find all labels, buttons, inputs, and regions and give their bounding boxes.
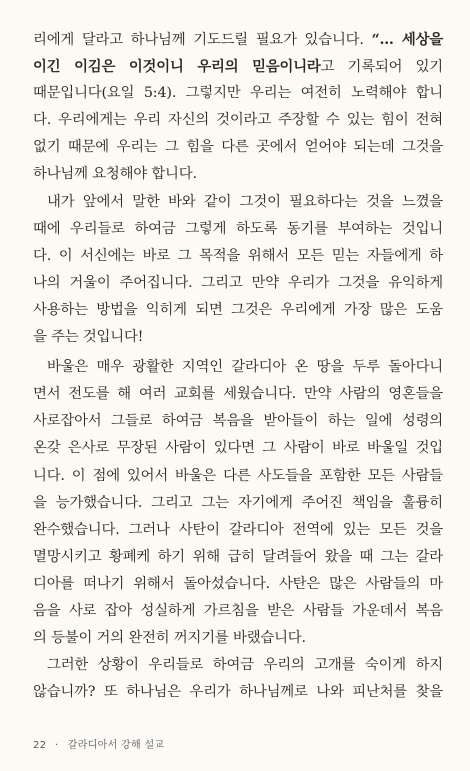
text-line: 온갖 은사로 무장된 사람이 있다면 그 사람이 바로 바울일 것입 [33,440,443,457]
text-line: 을 능가했습니다. 그리고 그는 자기에게 주어진 책임을 훌륭히 [33,494,443,511]
text-line: 완수했습니다. 그러나 사탄이 갈라디아 전역에 있는 모든 것을 [33,521,443,538]
text-line: 의 등불이 거의 완전히 꺼지기를 바랬습니다. [33,630,306,647]
text-line: 그러한 상황이 우리들로 하여금 우리의 고개를 숙이게 하지 [47,657,443,674]
text-line: 나의 거울이 주어집니다. 그리고 만약 우리가 그것을 유익하게 [33,274,443,291]
text-line: 면서 전도를 해 여러 교회를 세웠습니다. 만약 사람의 영혼들을 [33,386,443,403]
text-line: 때문입니다(요일 5:4). 그렇지만 우리는 여전히 노력해야 합니 [33,85,443,102]
running-title: 갈라디아서 강해 설교 [67,740,165,751]
paragraph [33,354,443,652]
text-line: 니다. 이 점에 있어서 바울은 다른 사도들을 포함한 모든 사람들 [33,467,443,484]
footer-separator: · [54,740,59,751]
text-line: 사로잡아서 그들로 하여금 복음을 받아들이 하는 일에 성령의 [33,413,443,430]
paragraph [33,189,443,352]
text-line: 을 주는 것입니다! [33,329,144,346]
text-line: 하나님께 요청해야 합니다. [33,166,197,183]
text-line: 멸망시키고 황폐케 하기 위해 급히 달려들어 왔을 때 그는 갈라 [33,548,443,565]
text-line: 이긴 이김은 이것이니 우리의 믿음이니라고 기록되어 있기 [33,58,443,76]
text-line: 디아를 떠나기 위해서 돌아섰습니다. 사탄은 많은 사람들의 마 [33,575,443,592]
text-line: 리에게 달라고 하나님께 기도드릴 필요가 있습니다. “… 세상을 [33,31,444,48]
text-line: 내가 앞에서 말한 바와 같이 그것이 필요하다는 것을 느꼈을 [47,193,443,210]
quote-emphasis: 이긴 이김은 이것이니 우리의 믿음이니라 [33,58,321,76]
page-number: 22 [33,740,47,751]
text-line: 사용하는 방법을 익히게 되면 그것은 우리에게 가장 많은 도움 [33,301,443,318]
page-footer [33,736,164,751]
text-line: 음을 사로 잡아 성실하게 가르침을 받은 사람들 가운데서 복음 [33,602,443,619]
text-line: 바울은 매우 광활한 지역인 갈라디아 온 땅을 두루 돌아다니 [47,359,443,376]
text-line: 않습니까? 또 하나님은 우리가 하나님께로 나와 피난처를 찾을 [33,684,443,701]
paragraph [33,26,443,189]
paragraph [33,652,443,706]
text-line: 다. 이 서신에는 바로 그 목적을 위해서 모든 믿는 자들에게 하 [33,247,443,264]
text-line: 없기 때문에 우리는 그 힘을 다른 곳에서 얻어야 되는데 그것을 [33,139,443,156]
quote-emphasis: “… 세상을 [371,31,444,48]
text-line: 다. 우리에게는 우리 자신의 것이라고 주장할 수 있는 힘이 전혀 [33,112,443,129]
body-text [33,26,443,706]
text-line: 때에 우리들로 하여금 그렇게 하도록 동기를 부여하는 것입니 [33,220,443,237]
